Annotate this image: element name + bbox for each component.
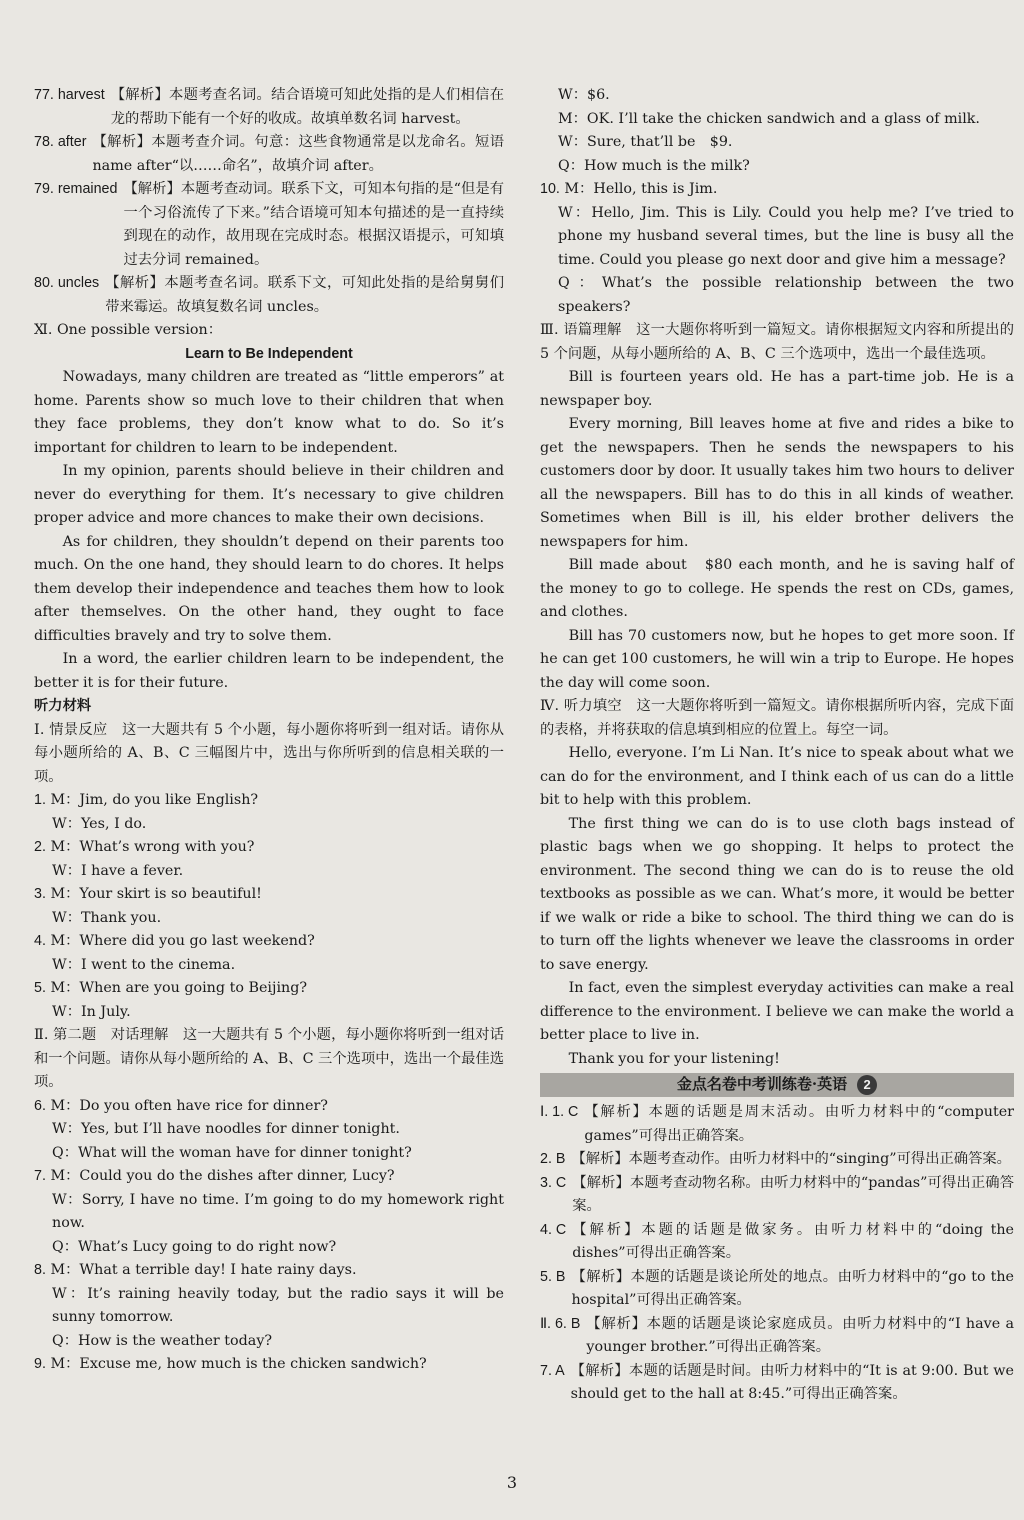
dialog-3 bbox=[34, 883, 504, 930]
dialog-9 bbox=[34, 1353, 504, 1377]
essay-paragraph: Nowadays, many children are treated as “little emperors” at home. Parents show so much love to their children that when they face problems, they don’t know what to do. So it’s important for children to learn to be independent. bbox=[34, 369, 504, 456]
dialog-line: W：It’s raining heavily today, but the radio says it will be sunny tomorrow. bbox=[52, 1285, 504, 1325]
dialog-question: Q：What’s the possible relationship between the two speakers? bbox=[558, 275, 1014, 315]
passage-paragraph: Thank you for your listening! bbox=[568, 1050, 780, 1067]
key-4 bbox=[540, 1219, 1014, 1266]
key-5 bbox=[540, 1266, 1014, 1313]
dialog-6 bbox=[34, 1095, 504, 1166]
key-explanation: 【解析】本题的话题是谈论所处的地点。由听力材料中的“go to the hospital”可得出正确答案。 bbox=[571, 1268, 1014, 1308]
dialog-line: W：Thank you. bbox=[52, 909, 162, 926]
dialog-line: W：Yes, but I’ll have noodles for dinner tonight. bbox=[52, 1121, 400, 1137]
answer-explanation: 【解析】本题考查介词。句意：这些食物通常是以龙命名。短语 name after“以……命名”，故填介词 after。 bbox=[92, 134, 504, 174]
dialog-line: M：Jim, do you like English? bbox=[50, 792, 259, 808]
answer-78 bbox=[34, 131, 504, 178]
dialog-line: M：OK. I’ll take the chicken sandwich and a glass of milk. bbox=[558, 110, 980, 127]
answer-number: 79. remained bbox=[34, 181, 118, 197]
key-explanation: 【解析】本题的话题是谈论家庭成员。由听力材料中的“I have a younger brother.”可得出正确答案。 bbox=[586, 1315, 1014, 1355]
key-2 bbox=[540, 1148, 1014, 1172]
dialog-number: 5. bbox=[34, 980, 46, 996]
dialog-8 bbox=[34, 1259, 504, 1353]
section-1-instructions: Ⅰ. 情景反应 这一大题共有 5 个小题，每小题你将听到一组对话。请你从每小题所给的 A、B、C 三幅图片中，选出与你所听到的信息相关联的一项。 bbox=[34, 721, 504, 785]
key-number: 4. C bbox=[540, 1221, 567, 1238]
answer-explanation: 【解析】本题考查名词。联系下文，可知此处指的是给舅舅们带来霉运。故填复数名词 uncles。 bbox=[105, 275, 504, 315]
exam-banner bbox=[540, 1073, 1014, 1097]
key-7 bbox=[540, 1360, 1014, 1407]
passage-paragraph: In fact, even the simplest everyday activities can make a real difference to the environment. I believe we can make the world a better place to live in. bbox=[540, 980, 1014, 1043]
dialog-line: W：Sure, that’ll be $9. bbox=[558, 134, 733, 150]
essay-paragraph: In a word, the earlier children learn to be independent, the better it is for their future. bbox=[34, 651, 504, 691]
dialog-1 bbox=[34, 789, 504, 836]
section-3-instructions: Ⅲ. 语篇理解 这一大题你将听到一篇短文。请你根据短文内容和所提出的 5 个问题，从每小题所给的 A、B、C 三个选项中，选出一个最佳选项。 bbox=[540, 322, 1014, 362]
dialog-10 bbox=[540, 178, 1014, 319]
answer-80 bbox=[34, 272, 504, 319]
key-3 bbox=[540, 1172, 1014, 1219]
dialog-question: Q：How is the weather today? bbox=[52, 1332, 273, 1349]
left-column bbox=[34, 84, 504, 1377]
answer-79 bbox=[34, 178, 504, 272]
answer-number: 77. harvest bbox=[34, 87, 105, 103]
page-number: 3 bbox=[506, 1473, 518, 1492]
key-explanation: 【解析】本题的话题是周末活动。由听力材料中的“computer games”可得出正确答案。 bbox=[584, 1104, 1014, 1144]
key-explanation: 【解析】本题考查动物名称。由听力材料中的“pandas”可得出正确答案。 bbox=[572, 1174, 1014, 1214]
passage-paragraph: Bill has 70 customers now, but he hopes to get more soon. If he can get 100 customers, he will win a trip to Europe. He hopes the day will come soon. bbox=[540, 627, 1014, 691]
dialog-2 bbox=[34, 836, 504, 883]
dialog-question: Q：What will the woman have for dinner tonight? bbox=[52, 1144, 412, 1161]
dialog-line: M：Your skirt is so beautiful! bbox=[50, 886, 262, 902]
dialog-line: W：Yes, I do. bbox=[52, 815, 147, 832]
dialog-line: M：Where did you go last weekend? bbox=[50, 933, 315, 949]
dialog-number: 7. bbox=[34, 1168, 46, 1184]
dialog-line: W：Sorry, I have no time. I’m going to do my homework right now. bbox=[52, 1191, 504, 1231]
dialog-line: W：In July. bbox=[52, 1003, 131, 1020]
answer-number: 78. after bbox=[34, 134, 87, 150]
passage-paragraph: Bill is fourteen years old. He has a part-time job. He is a newspaper boy. bbox=[540, 369, 1014, 409]
key-explanation: 【解析】本题的话题是做家务。由听力材料中的“doing the dishes”可得出正确答案。 bbox=[572, 1221, 1014, 1261]
key-number: 7. A bbox=[540, 1362, 565, 1379]
passage-paragraph: Every morning, Bill leaves home at five and rides a bike to get the newspapers. Then he sends the newspapers to his customers door by door. It usually takes him two hours to deliver all the newspapers. Bill has to do this in all kinds of weather. Sometimes when Bill is ill, his elder brother delivers the newspapers for him. bbox=[540, 416, 1014, 550]
key-number: 5. B bbox=[540, 1268, 566, 1285]
dialog-line: M：Could you do the dishes after dinner, Lucy? bbox=[50, 1168, 395, 1184]
section-4-instructions: Ⅳ. 听力填空 这一大题你将听到一篇短文。请你根据所听内容，完成下面的表格，并将获取的信息填到相应的位置上。每空一词。 bbox=[540, 698, 1014, 738]
banner-badge: 2 bbox=[857, 1075, 877, 1095]
answer-explanation: 【解析】本题考查动词。联系下文，可知本句指的是“但是有一个习俗流传了下来。”结合语境可知本句描述的是一直持续到现在的动作，故用现在完成时态。根据汉语提示，可知填过去分词 remained。 bbox=[123, 181, 504, 268]
essay-intro: Ⅺ. One possible version： bbox=[34, 322, 223, 338]
dialog-number: 2. bbox=[34, 839, 46, 855]
section-2-instructions: Ⅱ. 第二题 对话理解 这一大题共有 5 个小题，每小题你将听到一组对话和一个问题。请你从每小题所给的 A、B、C 三个选项中，选出一个最佳选项。 bbox=[34, 1027, 504, 1090]
passage-paragraph: Hello, everyone. I’m Li Nan. It’s nice to speak about what we can do for the environment, and I think each of us can do a little bit to help with this problem. bbox=[540, 745, 1014, 808]
dialog-line: W：$6. bbox=[558, 87, 610, 103]
dialog-line: M：Excuse me, how much is the chicken sandwich? bbox=[50, 1356, 427, 1372]
key-6 bbox=[540, 1313, 1014, 1360]
dialog-question: Q：How much is the milk? bbox=[558, 157, 750, 174]
passage-paragraph: The first thing we can do is to use cloth bags instead of plastic bags when we go shopping. It helps to protect the environment. The second thing we can do is to reuse the old textbooks as possible as we can. What’s more, it would be better if we walk or ride a bike to school. The third thing we can do is to turn off the lights whenever we leave the classrooms in order to save energy. bbox=[540, 815, 1014, 973]
dialog-line: M：When are you going to Beijing? bbox=[50, 980, 308, 996]
dialog-line: M：What’s wrong with you? bbox=[50, 839, 255, 855]
banner-title: 金点名卷中考训练卷·英语 bbox=[676, 1075, 848, 1094]
listening-heading: 听力材料 bbox=[34, 698, 92, 714]
dialog-line: W：Hello, Jim. This is Lily. Could you help me? I’ve tried to phone my husband several times, but the line is busy all the time. Could you please go next door and give him a message? bbox=[558, 204, 1014, 268]
key-explanation: 【解析】本题的话题是时间。由听力材料中的“It is at 9:00. But we should get to the hall at 8:45.”可得出正确答案。 bbox=[570, 1362, 1014, 1402]
answer-explanation: 【解析】本题考查名词。结合语境可知此处指的是人们相信在龙的帮助下能有一个好的收成。故填单数名词 harvest。 bbox=[110, 87, 504, 127]
essay-paragraph: As for children, they shouldn’t depend on their parents too much. On the one hand, they should learn to do chores. It helps them develop their independence and teaches them how to look after themselves. On the other hand, they ought to face difficulties bravely and try to solve them. bbox=[34, 533, 504, 644]
passage-paragraph: Bill made about $80 each month, and he is saving half of the money to go to college. He spends the rest on CDs, games, and clothes. bbox=[540, 557, 1014, 620]
key-number: Ⅱ. 6. B bbox=[540, 1315, 581, 1332]
essay-title: Learn to Be Independent bbox=[185, 345, 353, 362]
dialog-number: 8. bbox=[34, 1262, 46, 1278]
dialog-line: W：I went to the cinema. bbox=[52, 956, 236, 973]
key-number: 3. C bbox=[540, 1174, 567, 1191]
dialog-question: Q：What’s Lucy going to do right now? bbox=[52, 1238, 337, 1255]
essay-paragraph: In my opinion, parents should believe in their children and never do everything for them. It’s necessary to give children proper advice and more chances to make their own decisions. bbox=[34, 463, 504, 526]
dialog-number: 1. bbox=[34, 792, 46, 808]
right-column bbox=[540, 84, 1014, 1407]
dialog-7 bbox=[34, 1165, 504, 1259]
key-explanation: 【解析】本题考查动作。由听力材料中的“singing”可得出正确答案。 bbox=[571, 1151, 1011, 1167]
dialog-number: 3. bbox=[34, 886, 46, 902]
answer-number: 80. uncles bbox=[34, 275, 100, 291]
dialog-number: 10. bbox=[540, 181, 560, 197]
answer-77 bbox=[34, 84, 504, 131]
key-number: Ⅰ. 1. C bbox=[540, 1104, 579, 1120]
dialog-4 bbox=[34, 930, 504, 977]
dialog-line: M：What a terrible day! I hate rainy days. bbox=[50, 1262, 357, 1278]
dialog-number: 9. bbox=[34, 1356, 46, 1372]
dialog-line: M：Hello, this is Jim. bbox=[564, 181, 718, 197]
dialog-5 bbox=[34, 977, 504, 1024]
dialog-number: 6. bbox=[34, 1097, 46, 1114]
dialog-line: W：I have a fever. bbox=[52, 862, 184, 879]
key-1 bbox=[540, 1101, 1014, 1148]
dialog-line: M：Do you often have rice for dinner? bbox=[50, 1097, 328, 1114]
dialog-number: 4. bbox=[34, 933, 46, 949]
key-number: 2. B bbox=[540, 1151, 566, 1167]
